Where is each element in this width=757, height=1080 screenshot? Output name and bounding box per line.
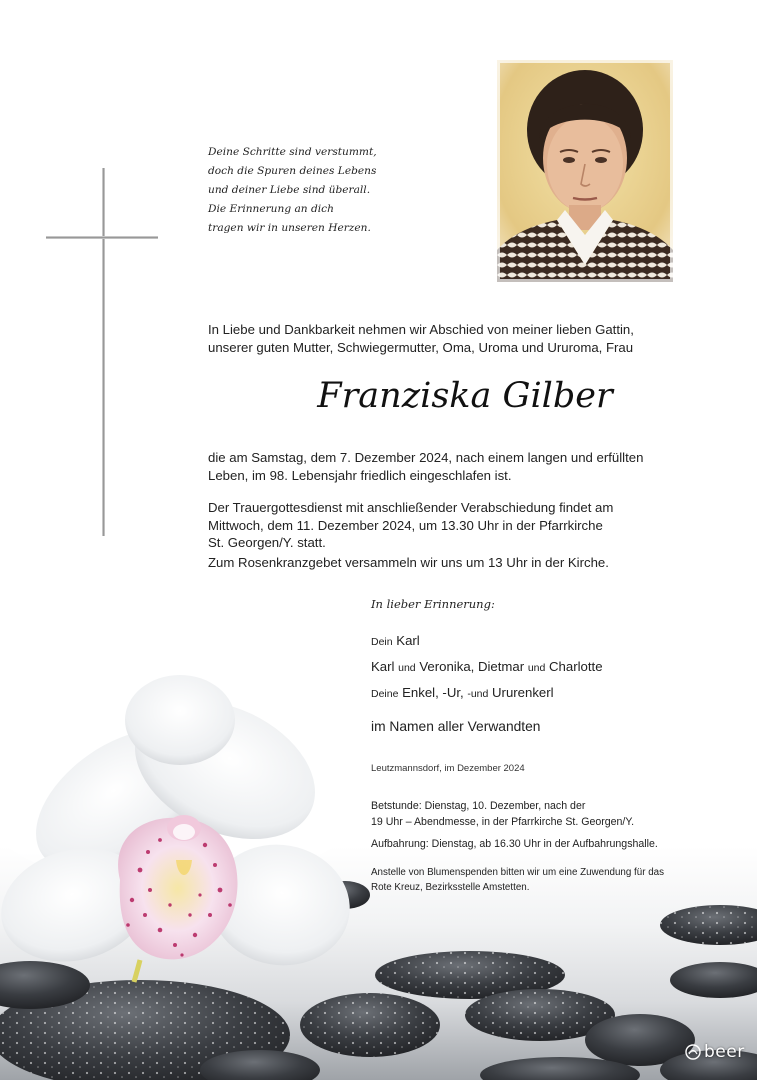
prayer-line: 19 Uhr – Abendmesse, in der Pfarrkirche St. Georgen/Y.	[371, 815, 635, 828]
intro-line: In Liebe und Dankbarkeit nehmen wir Abschied von meiner lieben Gattin,	[208, 322, 634, 337]
poem-line: doch die Spuren deines Lebens	[208, 165, 377, 177]
mourner-word: Dein	[371, 636, 393, 648]
place-date: Leutzmannsdorf, im Dezember 2024	[371, 763, 525, 774]
intro-line: unserer guten Mutter, Schwiegermutter, Oma, Uroma und Ururoma, Frau	[208, 339, 634, 355]
mourner-line: im Namen aller Verwandten	[371, 719, 541, 734]
mourner-line	[371, 685, 554, 700]
poem-line: Die Erinnerung an dich	[208, 203, 334, 215]
portrait-photo	[497, 60, 673, 282]
mourner-name: Charlotte	[549, 659, 603, 674]
poem-line: und deiner Liebe sind überall.	[208, 184, 371, 196]
funeral-line: Mittwoch, dem 11. Dezember 2024, um 13.30 Uhr in der Pfarrkirche	[208, 517, 603, 533]
prayer-notice	[371, 799, 634, 830]
poem-line: tragen wir in unseren Herzen.	[208, 222, 371, 234]
mourner-word: -und	[467, 688, 489, 700]
flowers-line: Anstelle von Blumenspenden bitten wir um eine Zuwendung für das	[371, 867, 664, 878]
funeral-notice	[208, 499, 613, 552]
flowers-line: Rote Kreuz, Bezirksstelle Amstetten.	[371, 881, 530, 893]
memory-heading: In lieber Erinnerung:	[371, 597, 495, 611]
flowers-note	[371, 866, 664, 895]
mourner-word: und	[398, 662, 416, 674]
prayer-line: Betstunde: Dienstag, 10. Dezember, nach der	[371, 800, 586, 812]
mourner-name: Veronika, Dietmar	[419, 659, 525, 674]
intro-text	[208, 321, 634, 356]
mourner-word: Deine	[371, 688, 399, 700]
poem-line: Deine Schritte sind verstummt,	[208, 146, 377, 158]
mourner-name: Karl	[371, 659, 395, 674]
mourner-name: Karl	[396, 633, 420, 648]
logo-text: beer	[704, 1042, 745, 1062]
funeral-line: St. Georgen/Y. statt.	[208, 535, 326, 550]
cross-vertical	[102, 168, 105, 536]
mourner-name: Ururenkerl	[492, 685, 554, 700]
logo-icon	[684, 1043, 702, 1061]
deceased-name: Franziska Gilber	[317, 376, 613, 416]
funeral-line: Der Trauergottesdienst mit anschließender Verabschiedung findet am	[208, 500, 614, 515]
laying-out-notice: Aufbahrung: Dienstag, ab 16.30 Uhr in der Aufbahrungshalle.	[371, 838, 658, 850]
beer-logo	[684, 1040, 745, 1064]
death-line: die am Samstag, dem 7. Dezember 2024, nach einem langen und erfüllten	[208, 450, 644, 465]
rosary-notice: Zum Rosenkranzgebet versammeln wir uns um 13 Uhr in der Kirche.	[208, 555, 609, 570]
mourner-name: Enkel, -Ur,	[402, 685, 468, 700]
mourner-word: und	[527, 662, 546, 674]
death-line: Leben, im 98. Lebensjahr friedlich eingeschlafen ist.	[208, 467, 512, 483]
memorial-poem	[208, 143, 377, 238]
mourner-line	[371, 659, 603, 674]
cross-horizontal	[46, 236, 158, 239]
death-notice	[208, 449, 643, 484]
mourner-line	[371, 633, 420, 648]
